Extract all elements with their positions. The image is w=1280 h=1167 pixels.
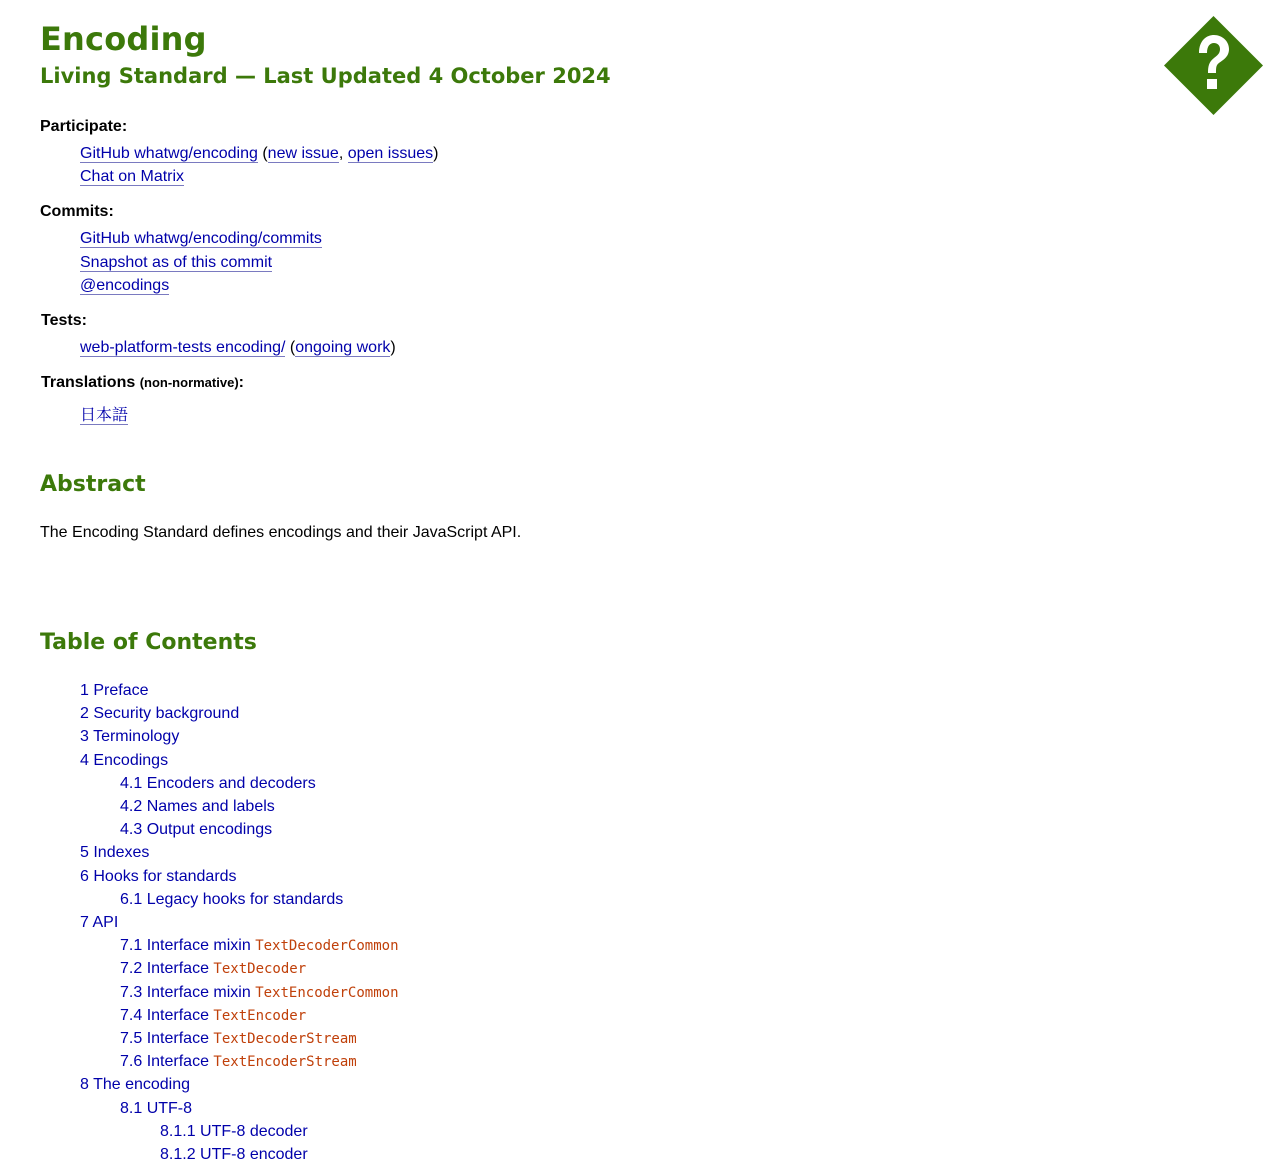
toc-item bbox=[120, 936, 399, 956]
toc-section-title: Encoders and decoders bbox=[146, 775, 316, 792]
whatwg-question-logo-icon[interactable] bbox=[1163, 15, 1264, 116]
toc-section-title: Terminology bbox=[93, 728, 180, 745]
toc-section-number: 7.3 bbox=[120, 984, 143, 1001]
toc-item bbox=[80, 913, 118, 933]
page-title: Encoding bbox=[40, 20, 207, 58]
toc-section-number: 7.2 bbox=[120, 960, 143, 977]
toc-section-title: UTF-8 bbox=[146, 1100, 193, 1117]
toc-section-number: 4.3 bbox=[120, 821, 143, 838]
non-normative-note: (non-normative) bbox=[139, 375, 239, 390]
toc-section-number: 7.1 bbox=[120, 937, 143, 954]
toc-section-number: 6 bbox=[80, 868, 89, 885]
toc-section-title: Indexes bbox=[93, 844, 150, 861]
toc-section-number: 1 bbox=[80, 682, 89, 699]
commits-row-github bbox=[80, 230, 322, 248]
toc-section-number: 7.5 bbox=[120, 1030, 143, 1047]
github-commits-link[interactable]: GitHub whatwg/encoding/commits bbox=[80, 230, 322, 247]
toc-item bbox=[80, 843, 149, 863]
participate-row-chat bbox=[80, 168, 184, 186]
translations-label-row bbox=[41, 374, 244, 392]
toc-section-number: 4.2 bbox=[120, 798, 143, 815]
toc-section-number: 4.1 bbox=[120, 775, 143, 792]
toc-section-number: 8.1 bbox=[120, 1100, 143, 1117]
toc-section-number: 7 bbox=[80, 914, 89, 931]
toc-heading: Table of Contents bbox=[40, 630, 257, 655]
commits-row-snapshot bbox=[80, 254, 272, 272]
toc-item bbox=[120, 983, 399, 1003]
toc-interface-name: TextDecoderCommon bbox=[255, 938, 399, 954]
toc-link[interactable] bbox=[120, 1053, 357, 1070]
toc-link[interactable] bbox=[80, 752, 168, 769]
toc-item bbox=[120, 890, 343, 910]
toc-link[interactable] bbox=[120, 1030, 357, 1047]
toc-item bbox=[80, 751, 168, 771]
toc-section-number: 5 bbox=[80, 844, 89, 861]
toc-interface-name: TextEncoderStream bbox=[213, 1054, 357, 1070]
toc-section-title: Interface bbox=[146, 1007, 209, 1024]
toc-link[interactable] bbox=[80, 728, 179, 745]
chat-matrix-link[interactable]: Chat on Matrix bbox=[80, 168, 185, 185]
toc-section-title: Preface bbox=[93, 682, 149, 699]
toc-section-number: 4 bbox=[80, 752, 89, 769]
toc-section-number: 8.1.2 bbox=[160, 1146, 196, 1163]
toc-section-title: Interface mixin bbox=[146, 984, 251, 1001]
toc-link[interactable] bbox=[120, 937, 399, 954]
toc-section-number: 6.1 bbox=[120, 891, 143, 908]
toc-section-title: Interface bbox=[146, 960, 209, 977]
toc-item bbox=[160, 1145, 308, 1165]
toc-link[interactable] bbox=[120, 798, 275, 815]
translations-label: Translations bbox=[41, 374, 136, 391]
toc-item bbox=[120, 1006, 306, 1026]
toc-link[interactable] bbox=[80, 868, 237, 885]
wpt-encoding-link[interactable]: web-platform-tests encoding/ bbox=[80, 339, 286, 356]
toc-link[interactable] bbox=[80, 844, 149, 861]
toc-item bbox=[80, 867, 237, 887]
comma-separator: , bbox=[338, 145, 344, 162]
toc-item bbox=[80, 1075, 190, 1095]
toc-item bbox=[120, 1099, 192, 1119]
toc-link[interactable] bbox=[160, 1146, 308, 1163]
github-repo-link[interactable]: GitHub whatwg/encoding bbox=[80, 145, 258, 162]
snapshot-link[interactable]: Snapshot as of this commit bbox=[80, 254, 273, 271]
toc-item bbox=[80, 704, 239, 724]
abstract-heading: Abstract bbox=[40, 472, 146, 497]
toc-section-title: Encodings bbox=[93, 752, 169, 769]
toc-section-number: 8.1.1 bbox=[160, 1123, 196, 1140]
participate-row-github bbox=[80, 145, 438, 163]
paren-close: ) bbox=[433, 145, 439, 162]
abstract-text: The Encoding Standard defines encodings and their JavaScript API. bbox=[40, 524, 522, 541]
new-issue-link[interactable]: new issue bbox=[267, 145, 339, 162]
toc-interface-name: TextDecoderStream bbox=[213, 1031, 357, 1047]
toc-link[interactable] bbox=[120, 891, 343, 908]
paren-open: ( bbox=[289, 339, 296, 356]
toc-interface-name: TextDecoder bbox=[213, 961, 307, 977]
toc-section-number: 3 bbox=[80, 728, 89, 745]
commits-label: Commits: bbox=[40, 203, 114, 220]
toc-interface-name: TextEncoder bbox=[213, 1008, 307, 1024]
toc-section-number: 7.6 bbox=[120, 1053, 143, 1070]
toc-link[interactable] bbox=[80, 1076, 190, 1093]
toc-item bbox=[120, 820, 272, 840]
colon: : bbox=[238, 374, 244, 391]
commits-row-twitter bbox=[80, 277, 169, 295]
toc-link[interactable] bbox=[120, 775, 316, 792]
toc-link[interactable] bbox=[160, 1123, 308, 1140]
toc-section-title: Output encodings bbox=[146, 821, 273, 838]
toc-item bbox=[120, 1052, 357, 1072]
toc-item bbox=[80, 681, 149, 701]
toc-section-title: Hooks for standards bbox=[93, 868, 237, 885]
toc-section-title: Interface bbox=[146, 1030, 209, 1047]
toc-link[interactable] bbox=[120, 821, 272, 838]
toc-section-title: Security background bbox=[93, 705, 240, 722]
paren-open: ( bbox=[262, 145, 268, 162]
ongoing-work-link[interactable]: ongoing work bbox=[295, 339, 391, 356]
toc-link[interactable] bbox=[120, 1100, 192, 1117]
toc-item bbox=[160, 1122, 308, 1142]
toc-link[interactable] bbox=[80, 682, 149, 699]
toc-item bbox=[120, 959, 306, 979]
toc-link[interactable] bbox=[120, 960, 306, 977]
translations-row bbox=[80, 402, 128, 425]
toc-section-title: UTF-8 encoder bbox=[200, 1146, 308, 1163]
toc-section-title: Legacy hooks for standards bbox=[146, 891, 344, 908]
toc-link[interactable] bbox=[80, 914, 118, 931]
toc-section-title: Names and labels bbox=[146, 798, 275, 815]
tests-label: Tests: bbox=[41, 312, 87, 329]
toc-interface-name: TextEncoderCommon bbox=[255, 985, 399, 1001]
toc-section-title: UTF-8 decoder bbox=[200, 1123, 308, 1140]
toc-item bbox=[120, 774, 316, 794]
encodings-twitter-link[interactable]: @encodings bbox=[80, 277, 170, 294]
tests-row bbox=[80, 339, 396, 357]
toc-link[interactable] bbox=[120, 1007, 306, 1024]
toc-section-title: The encoding bbox=[93, 1076, 191, 1093]
toc-section-title: API bbox=[92, 914, 119, 931]
toc-link[interactable] bbox=[80, 705, 239, 722]
toc-section-number: 8 bbox=[80, 1076, 89, 1093]
toc-section-number: 2 bbox=[80, 705, 89, 722]
toc-item bbox=[120, 1029, 357, 1049]
paren-close: ) bbox=[390, 339, 396, 356]
page-subtitle: Living Standard — Last Updated 4 October 2024 bbox=[40, 64, 611, 88]
open-issues-link[interactable]: open issues bbox=[347, 145, 434, 162]
participate-label: Participate: bbox=[40, 118, 128, 135]
toc-section-title: Interface mixin bbox=[146, 937, 251, 954]
toc-section-title: Interface bbox=[146, 1053, 209, 1070]
toc-item bbox=[80, 727, 179, 747]
toc-link[interactable] bbox=[120, 984, 399, 1001]
japanese-translation-link[interactable]: 日本語 bbox=[80, 407, 129, 424]
toc-item bbox=[120, 797, 275, 817]
toc-section-number: 7.4 bbox=[120, 1007, 143, 1024]
